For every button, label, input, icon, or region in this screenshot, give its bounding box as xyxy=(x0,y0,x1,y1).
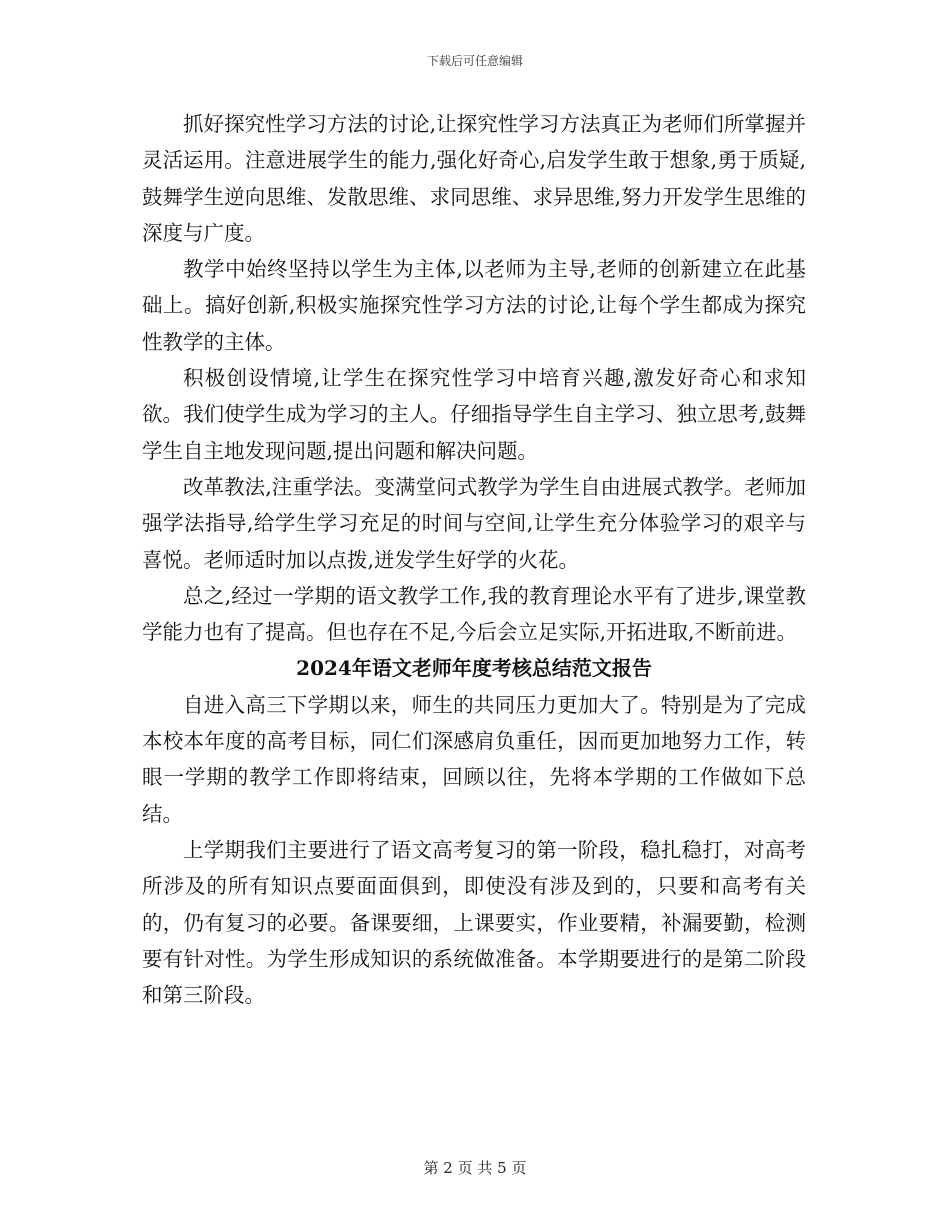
paragraph-teaching-reform: 改革教法,注重学法。变满堂问式教学为学生自由进展式教学。老师加强学法指导,给学生学习充足的时间与空间,让学生充分体验学习的艰辛与喜悦。老师适时加以点拨,迸发学生好学的火花。 xyxy=(142,474,806,572)
paragraph-create-situations: 积极创设情境,让学生在探究性学习中培育兴趣,激发好奇心和求知欲。我们使学生成为学习的主人。仔细指导学生自主学习、独立思考,鼓舞学生自主地发现问题,提出问题和解决问题。 xyxy=(142,366,806,463)
page-header-note: 下载后可任意编辑 xyxy=(426,54,523,68)
document-body xyxy=(142,106,806,1013)
paragraph-conclusion: 总之,经过一学期的语文教学工作,我的教育理论水平有了进步,课堂教学能力也有了提高。但也存在不足,今后会立足实际,开拓进取,不断前进。 xyxy=(142,583,806,645)
section-title: 2024年语文老师年度考核总结范文报告 xyxy=(296,656,652,681)
paragraph-review-stages: 上学期我们主要进行了语文高考复习的第一阶段，稳扎稳打，对高考所涉及的所有知识点要面面俱到，即使没有涉及到的，只要和高考有关的，仍有复习的必要。备课要细，上课要实，作业要精，补漏要勤，检测要有针对性。为学生形成知识的系统做准备。本学期要进行的是第二阶段和第三阶段。 xyxy=(142,837,806,1008)
paragraph-student-centered: 教学中始终坚持以学生为主体,以老师为主导,老师的创新建立在此基础上。搞好创新,积极实施探究性学习方法的讨论,让每个学生都成为探究性教学的主体。 xyxy=(142,257,806,354)
paragraph-senior-three-intro: 自进入高三下学期以来，师生的共同压力更加大了。特别是为了完成本校本年度的高考目标，同仁们深感肩负重任，因而更加地努力工作，转眼一学期的教学工作即将结束，回顾以往，先将本学期的工作做如下总结。 xyxy=(142,692,806,826)
page-number: 第 2 页 共 5 页 xyxy=(423,1159,527,1177)
paragraph-exploratory-learning: 抓好探究性学习方法的讨论,让探究性学习方法真正为老师们所掌握并灵活运用。注意进展学生的能力,强化好奇心,启发学生敢于想象,勇于质疑,鼓舞学生逆向思维、发散思维、求同思维、求异思维,努力开发学生思维的深度与广度。 xyxy=(142,112,806,245)
